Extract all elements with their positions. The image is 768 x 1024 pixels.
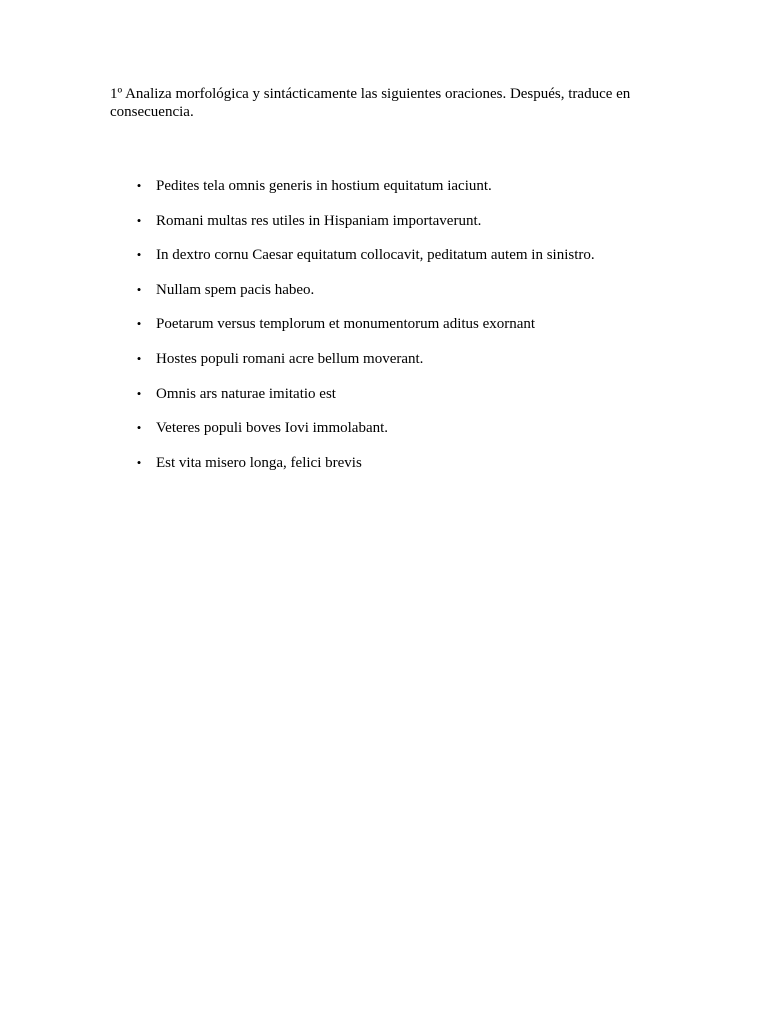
list-item [110,245,710,280]
sentence-list [110,176,710,487]
sentence-text: Romani multas res utiles in Hispaniam importaverunt. [156,212,482,229]
list-item [110,349,710,384]
bullet-icon: • [136,316,142,332]
bullet-icon: • [136,350,142,366]
sentence-text: Veteres populi boves Iovi immolabant. [156,420,389,437]
sentence-text: Omnis ars naturae imitatio est [156,385,336,402]
list-item [110,211,710,246]
list-item [110,418,710,453]
bullet-icon: • [136,420,142,436]
bullet-icon: • [136,247,142,263]
list-item [110,314,710,349]
bullet-icon: • [136,178,142,193]
bullet-icon: • [136,385,142,401]
list-item [110,280,710,315]
sentence-text: In dextro cornu Caesar equitatum collocavit, peditatum autem in sinistro. [156,247,595,264]
list-item [110,384,710,419]
sentence-text: Pedites tela omnis generis in hostium equitatum iaciunt. [156,178,492,194]
list-item [110,176,710,211]
bullet-icon: • [136,281,142,297]
exercise-instruction: 1º Analiza morfológica y sintácticamente las siguientes oraciones. Después, traduce en consecuencia. [110,86,631,120]
list-item [110,453,710,488]
bullet-icon: • [136,212,142,228]
sentence-text: Poetarum versus templorum et monumentorum aditus exornant [156,316,536,333]
sentence-text: Nullam spem pacis habeo. [156,281,315,298]
sentence-text: Hostes populi romani acre bellum moverant. [156,350,424,367]
bullet-icon: • [136,454,142,470]
sentence-text: Est vita misero longa, felici brevis [156,454,362,471]
